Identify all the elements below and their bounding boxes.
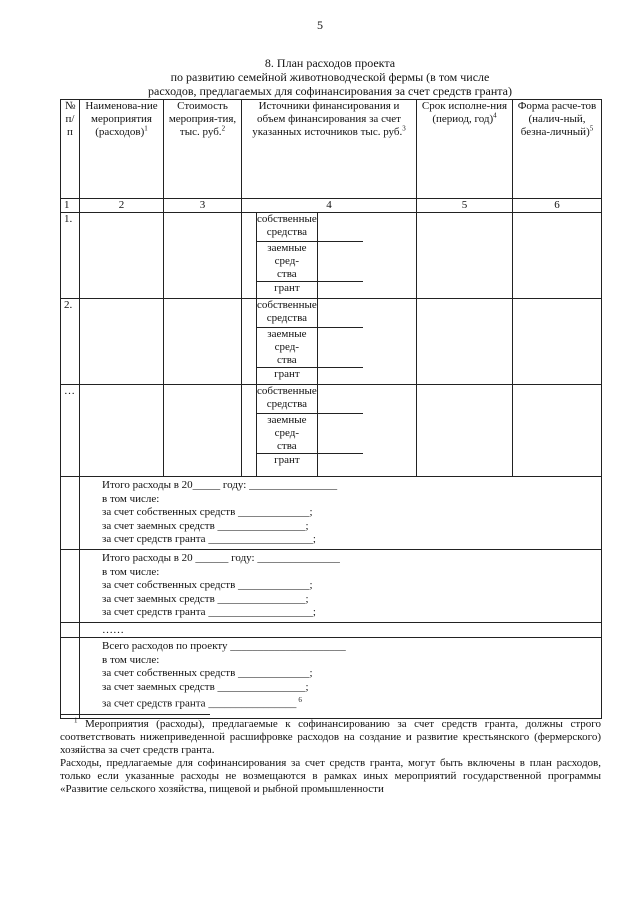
expense-plan-table [60, 99, 602, 719]
cost-cell[interactable] [164, 299, 242, 385]
page-number: 5 [317, 18, 323, 32]
total-grant-funds[interactable]: за счет средств гранта ________________ $^6$ [102, 696, 302, 710]
summary-grant-funds[interactable]: за счет средств гранта ___________________; [102, 533, 316, 545]
col-number: 2 [80, 199, 164, 213]
term-cell[interactable] [417, 385, 513, 477]
header-sources: Источники финансирования и объем финансирования за счет указанных источников тыс. руб.$^3$ [242, 100, 417, 199]
sources-subtable [256, 299, 363, 384]
column-number-row [61, 199, 602, 213]
source-grant-amount[interactable] [317, 282, 363, 299]
summary-total-block [61, 638, 602, 719]
source-loan-amount[interactable] [317, 242, 363, 282]
summary-loan-funds[interactable]: за счет заемных средств ________________; [102, 519, 309, 532]
total-title: Всего расходов по проекту _____________________ [102, 640, 346, 652]
continuation-dots: …… [80, 623, 602, 638]
source-grant: грант [257, 454, 318, 477]
footnote-paragraph-2: Расходы, предлагаемые для софинансирования за счет средств гранта, могут быть включены в план расходов, только если указанные расходы не возмещаются в рамках иных мероприятий государственной программы «Развитие сельского хозяйства, пищевой и рыбной промышленности [60, 757, 601, 795]
term-cell[interactable] [417, 299, 513, 385]
cost-cell[interactable] [164, 213, 242, 299]
source-own-amount[interactable] [317, 213, 363, 242]
title-line-1: 8. План расходов проекта [264, 56, 396, 70]
row-number: 1. [61, 213, 80, 299]
table-row [61, 299, 602, 385]
table-row [61, 385, 602, 477]
section-title [60, 56, 600, 98]
header-payment-form: Форма расче-тов (налич-ный, безна-личный)$^5$ [513, 100, 602, 199]
source-loan: заемные сред- ства [257, 242, 318, 282]
header-name: Наименова-ние мероприятия (расходов)$^1$ [80, 100, 164, 199]
source-grant: грант [257, 368, 318, 385]
source-loan-amount[interactable] [317, 414, 363, 454]
source-own: собственные средства [257, 385, 318, 414]
summary-grant-funds[interactable]: за счет средств гранта ___________________; [102, 606, 316, 618]
payment-form-cell[interactable] [513, 385, 602, 477]
summary-block-year-1 [61, 477, 602, 550]
sources-cell [242, 213, 417, 299]
sources-subtable [256, 213, 363, 298]
summary-own-funds[interactable]: за счет собственных средств _____________; [102, 579, 313, 591]
source-loan: заемные сред- ства [257, 414, 318, 454]
source-own-amount[interactable] [317, 385, 363, 414]
summary-own-funds[interactable]: за счет собственных средств _____________; [102, 506, 313, 518]
total-loan-funds[interactable]: за счет заемных средств ________________; [102, 680, 309, 693]
source-loan: заемные сред- ства [257, 328, 318, 368]
total-own-funds[interactable]: за счет собственных средств _____________; [102, 667, 313, 679]
col-number: 4 [242, 199, 417, 213]
source-own: собственные средства [257, 213, 318, 242]
header-term: Срок исполне-ния (период, год)$^4$ [417, 100, 513, 199]
table-row [61, 213, 602, 299]
sources-subtable [256, 385, 363, 476]
summary-in-that: в том числе: [102, 565, 160, 578]
sources-cell [242, 299, 417, 385]
col-number: 6 [513, 199, 602, 213]
summary-title: Итого расходы в 20 ______ году: _______________ [102, 552, 340, 564]
total-in-that: в том числе: [102, 653, 160, 666]
activity-name-cell[interactable] [80, 213, 164, 299]
footnote-1: $^1$ Мероприятия (расходы), предлагаемые к софинансированию за счет средств гранта, должны строго соответствовать нижеприведенной расшифровке расходов на создание и развитие крестьянского (фермерского) хозяйства за счет средств гранта. [60, 716, 602, 756]
footnote-marker: 6 [298, 696, 302, 704]
summary-in-that: в том числе: [102, 492, 160, 505]
activity-name-cell[interactable] [80, 385, 164, 477]
row-number: 2. [61, 299, 80, 385]
sources-cell [242, 385, 417, 477]
title-line-3: расходов, предлагаемых для софинансирования за счет средств гранта) [148, 84, 512, 98]
activity-name-cell[interactable] [80, 299, 164, 385]
col-number: 1 [61, 199, 80, 213]
source-grant: грант [257, 282, 318, 299]
footnotes [60, 718, 601, 796]
payment-form-cell[interactable] [513, 213, 602, 299]
source-loan-amount[interactable] [317, 328, 363, 368]
source-own-amount[interactable] [317, 299, 363, 328]
term-cell[interactable] [417, 213, 513, 299]
table-header-row [61, 100, 602, 199]
source-grant-amount[interactable] [317, 454, 363, 477]
source-grant-amount[interactable] [317, 368, 363, 385]
footnote-divider [60, 714, 210, 715]
col-number: 5 [417, 199, 513, 213]
cost-cell[interactable] [164, 385, 242, 477]
col-number: 3 [164, 199, 242, 213]
row-number: … [61, 385, 80, 477]
summary-loan-funds[interactable]: за счет заемных средств ________________; [102, 592, 309, 605]
summary-block-year-2 [61, 550, 602, 623]
title-line-2: по развитию семейной животноводческой фермы (в том числе [170, 70, 490, 84]
header-cost: Стоимость мероприя-тия, тыс. руб.$^2$ [164, 100, 242, 199]
summary-continuation-row [61, 623, 602, 638]
source-own: собственные средства [257, 299, 318, 328]
summary-title: Итого расходы в 20_____ году: ________________ [102, 479, 338, 491]
payment-form-cell[interactable] [513, 299, 602, 385]
header-num: № п/п [61, 100, 80, 199]
